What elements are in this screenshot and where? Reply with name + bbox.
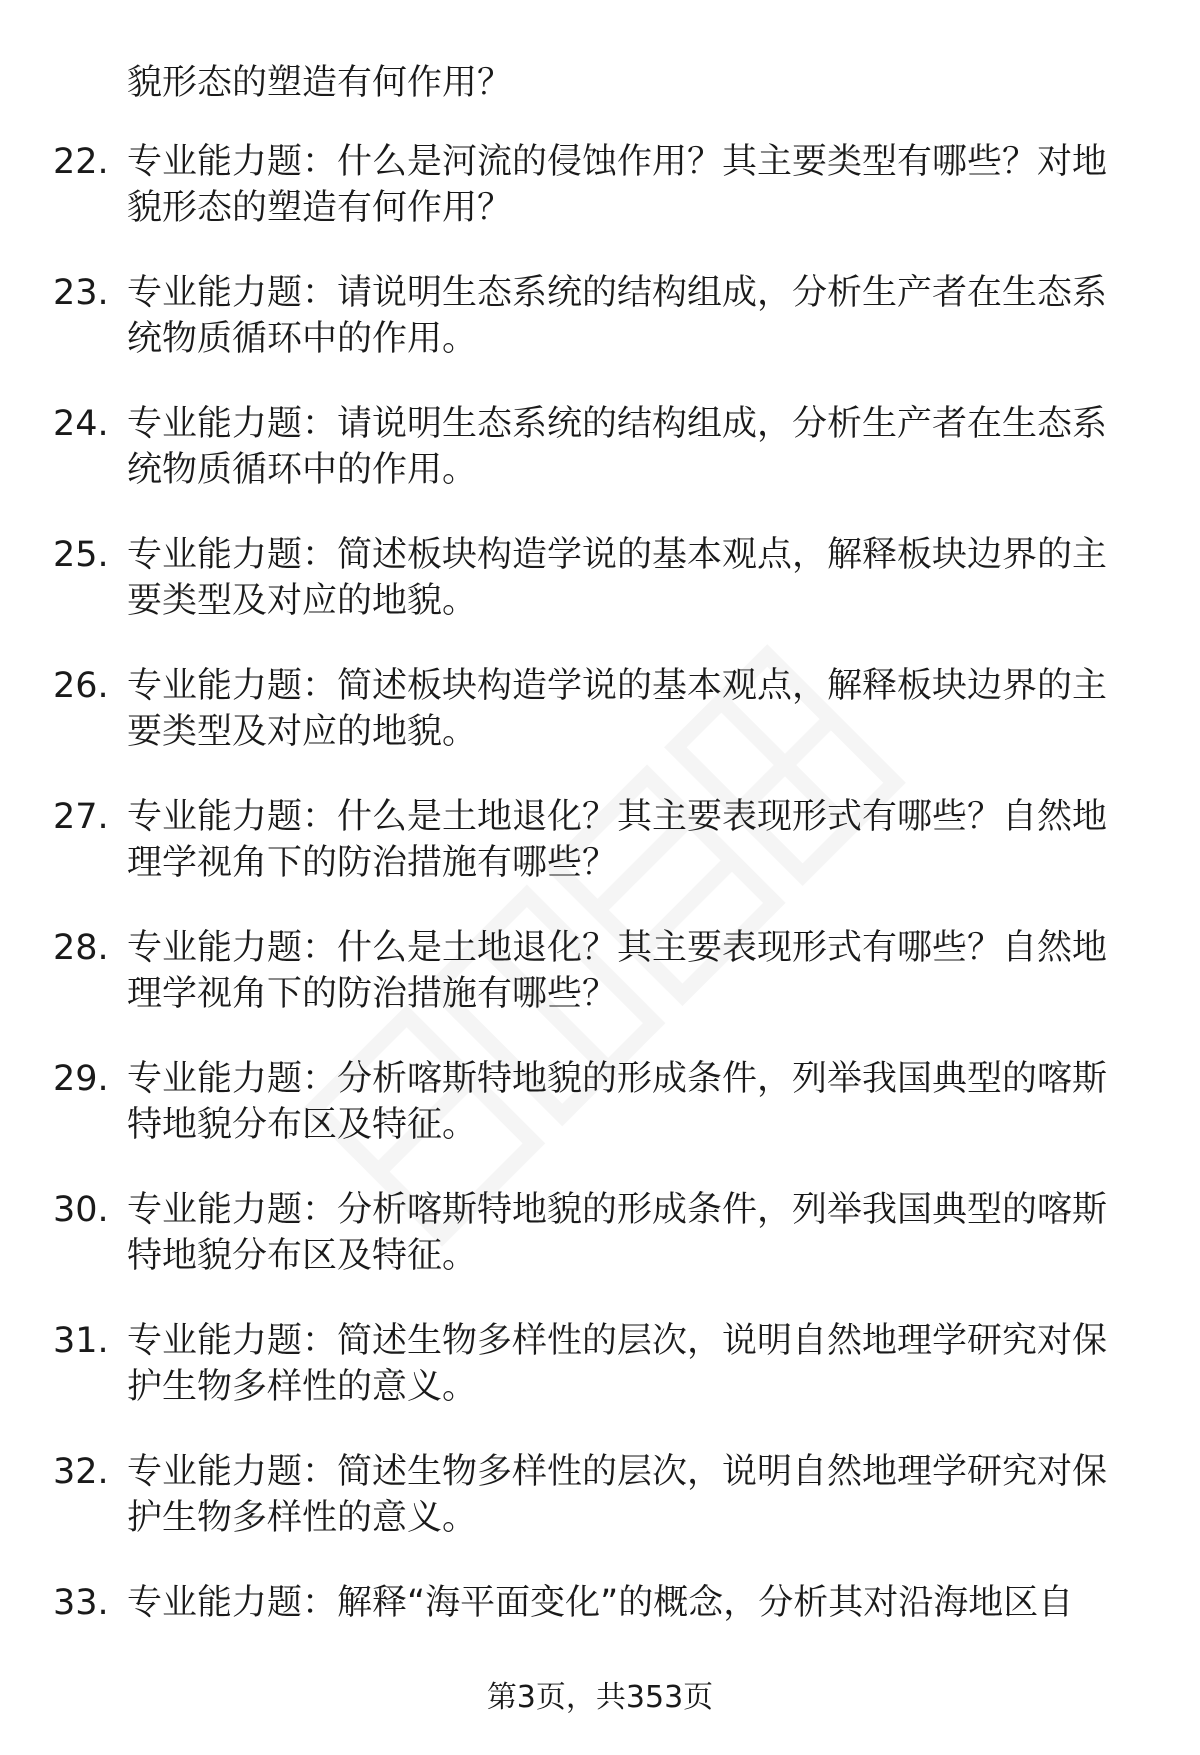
- question-text: [127, 270, 1137, 362]
- question-text: [127, 1580, 1137, 1626]
- question-item: [0, 1187, 1200, 1318]
- question-number: 26.: [53, 666, 109, 706]
- question-number: 30.: [53, 1190, 109, 1230]
- question-text: [127, 1318, 1137, 1410]
- question-item: [0, 401, 1200, 532]
- question-text-line: 理学视角下的防治措施有哪些？: [127, 843, 618, 883]
- question-text: [127, 1187, 1137, 1279]
- question-number: 31.: [53, 1321, 109, 1361]
- question-list: [0, 139, 1200, 1711]
- question-item: [0, 1318, 1200, 1449]
- question-text-line: 统物质循环中的作用。: [127, 450, 478, 490]
- question-number: 27.: [53, 797, 109, 837]
- question-number: 29.: [53, 1059, 109, 1099]
- question-text: [127, 1056, 1137, 1148]
- question-text: [127, 401, 1137, 493]
- question-number: 28.: [53, 928, 109, 968]
- question-item: [0, 532, 1200, 663]
- question-number: 25.: [53, 535, 109, 575]
- question-text-line: 专业能力题：简述板块构造学说的基本观点，解释板块边界的主: [127, 535, 1108, 575]
- question-number: 23.: [53, 273, 109, 313]
- question-item: [0, 1056, 1200, 1187]
- question-text-line: 貌形态的塑造有何作用？: [127, 188, 513, 228]
- question-text-line: 专业能力题：解释“海平面变化”的概念，分析其对沿海地区自: [127, 1583, 1074, 1623]
- question-text-line: 理学视角下的防治措施有哪些？: [127, 974, 618, 1014]
- question-text: [127, 532, 1137, 624]
- question-text-line: 专业能力题：简述板块构造学说的基本观点，解释板块边界的主: [127, 666, 1108, 706]
- question-text-line: 要类型及对应的地貌。: [127, 581, 478, 621]
- question-number: 32.: [53, 1452, 109, 1492]
- question-text: [127, 139, 1137, 231]
- page-footer: 第3页，共353页: [486, 1680, 714, 1715]
- question-text-line: 统物质循环中的作用。: [127, 319, 478, 359]
- question-text-line: 专业能力题：简述生物多样性的层次，说明自然地理学研究对保: [127, 1321, 1108, 1361]
- question-text: [127, 925, 1137, 1017]
- question-text-line: 护生物多样性的意义。: [127, 1498, 478, 1538]
- question-text-line: 特地貌分布区及特征。: [127, 1236, 478, 1276]
- question-text-line: 特地貌分布区及特征。: [127, 1105, 478, 1145]
- question-text: [127, 1449, 1137, 1541]
- question-text: [127, 663, 1137, 755]
- question-item: [0, 139, 1200, 270]
- continued-question-text: 貌形态的塑造有何作用？: [127, 63, 513, 103]
- question-text-line: 要类型及对应的地貌。: [127, 712, 478, 752]
- question-text-line: 专业能力题：请说明生态系统的结构组成，分析生产者在生态系: [127, 273, 1108, 313]
- question-item: [0, 925, 1200, 1056]
- question-item: [0, 1449, 1200, 1580]
- question-text-line: 专业能力题：什么是土地退化？其主要表现形式有哪些？自然地: [127, 797, 1108, 837]
- question-text-line: 专业能力题：请说明生态系统的结构组成，分析生产者在生态系: [127, 404, 1108, 444]
- question-text-line: 护生物多样性的意义。: [127, 1367, 478, 1407]
- question-number: 22.: [53, 142, 109, 182]
- question-text-line: 专业能力题：分析喀斯特地貌的形成条件，列举我国典型的喀斯: [127, 1190, 1108, 1230]
- question-text-line: 专业能力题：分析喀斯特地貌的形成条件，列举我国典型的喀斯: [127, 1059, 1108, 1099]
- question-number: 33.: [53, 1583, 109, 1623]
- question-item: [0, 663, 1200, 794]
- question-text-line: 专业能力题：简述生物多样性的层次，说明自然地理学研究对保: [127, 1452, 1108, 1492]
- question-item: [0, 794, 1200, 925]
- question-text: [127, 794, 1137, 886]
- question-text-line: 专业能力题：什么是土地退化？其主要表现形式有哪些？自然地: [127, 928, 1108, 968]
- question-text-line: 专业能力题：什么是河流的侵蚀作用？其主要类型有哪些？对地: [127, 142, 1108, 182]
- question-number: 24.: [53, 404, 109, 444]
- question-item: [0, 270, 1200, 401]
